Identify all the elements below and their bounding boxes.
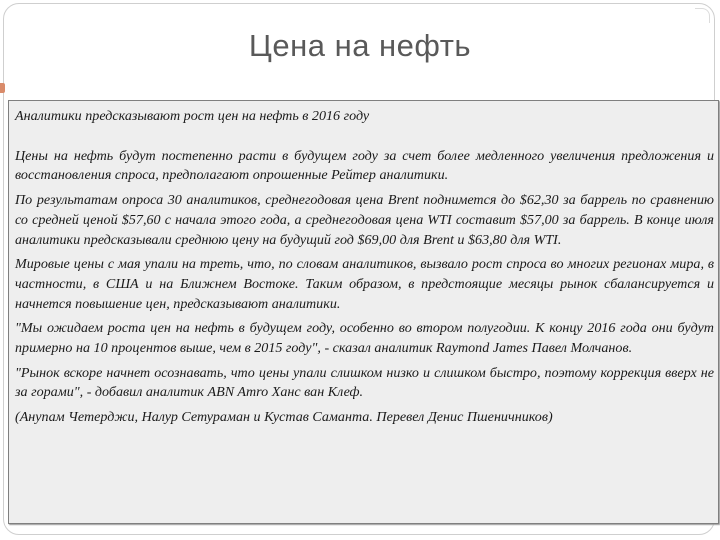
article-paragraph-4: "Мы ожидаем роста цен на нефть в будущем году, особенно во втором полугодии. К концу 2016 года они будут примерно на 10 процентов выше, чем в 2015 году", - сказал аналитик Raymond James Павел Молчанов. [15,320,714,357]
article-paragraph-3: Мировые цены с мая упали на треть, что, по словам аналитиков, вызвало рост спроса во многих регионах мира, в частности, в США и на Ближнем Востоке. Таким образом, в предстоящие месяцы рынок сбалансируется и начнется повышение цен, предсказывают аналитики. [15,256,714,312]
article-paragraph-5: "Рынок вскоре начнет осознавать, что цены упали слишком низко и слишком быстро, поэтому коррекция вверх не за горами", - добавил аналитик ABN Amro Ханс ван Клеф. [15,364,714,401]
article-text-box [8,100,719,524]
article-heading: Аналитики предсказывают рост цен на нефть в 2016 году [15,108,370,124]
article-paragraph-1: Цены на нефть будут постепенно расти в будущем году за счет более медленного увеличения предложения и восстановления спроса, предполагают опрошенные Рейтер аналитики. [15,147,714,184]
bullet-marker [0,83,5,93]
slide-corner-decoration [695,8,710,23]
article-byline: (Анупам Четерджи, Налур Сетураман и Кустав Саманта. Перевел Денис Пшеничников) [15,409,553,426]
article-paragraph-2: По результатам опроса 30 аналитиков, среднегодовая цена Brent поднимется до $62,30 за баррель по сравнению со средней ценой $57,60 с начала этого года, а среднегодовая цена WTI составит $57,00 за баррель. В конце июля аналитики предсказывали среднюю цену на будущий год $69,00 для Brent и $63,80 для WTI. [15,192,714,248]
slide-title: Цена на нефть [248,28,472,63]
